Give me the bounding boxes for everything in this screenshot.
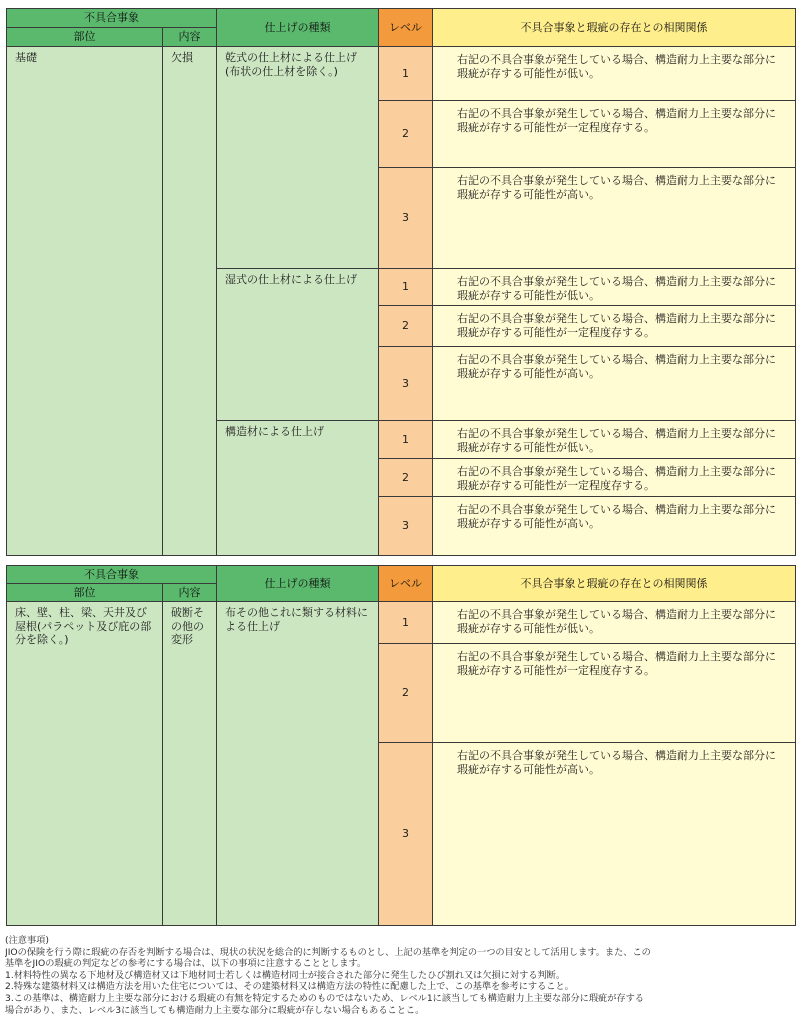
- level-cell: 2: [379, 459, 433, 497]
- notes-title: (注意事項): [5, 935, 49, 946]
- header-content: 内容: [163, 584, 217, 602]
- relation-cell: [433, 644, 796, 743]
- relation-cell: [433, 497, 796, 556]
- header-defect-group: 不具合事象: [7, 566, 217, 584]
- finish-type-cell: 布その他これに類する材料による仕上げ: [217, 602, 379, 926]
- relation-cell: [433, 743, 796, 926]
- relation-text: 右記の不具合事象が発生している場合、構造耐力上主要な部分に瑕疵が存する可能性が高い。: [457, 749, 776, 776]
- notes-item-2: 2.特殊な建築材料又は構造方法を用いた住宅については、その建築材料又は構造方法の特性に配慮した上で、この基準を参考にすること。: [5, 981, 574, 993]
- content-cell: 破断その他の変形: [163, 602, 217, 926]
- relation-cell: [433, 47, 796, 101]
- notes-section: [5, 935, 797, 1016]
- notes-item-3: 3.この基準は、構造耐力上主要な部分における瑕疵の有無を特定するためのものではないため、レベル1に該当しても構造耐力上主要な部分に瑕疵が存する: [5, 992, 644, 1004]
- part-cell: 床、壁、柱、梁、天井及び屋根(パラペット及び庇の部分を除く。): [7, 602, 163, 926]
- relation-cell: [433, 347, 796, 421]
- level-cell: 3: [379, 347, 433, 421]
- relation-cell: [433, 306, 796, 347]
- relation-cell: [433, 602, 796, 644]
- level-cell: 1: [379, 47, 433, 101]
- header-finish-type: 仕上げの種類: [217, 9, 379, 47]
- notes-intro-line: 基準をJIOの瑕疵の判定などの参考にする場合は、以下の事項に注意することとします。: [5, 958, 367, 970]
- relation-text: 右記の不具合事象が発生している場合、構造耐力上主要な部分に瑕疵が存する可能性が一定程度存する。: [457, 465, 776, 492]
- header-defect-group: 不具合事象: [7, 9, 217, 28]
- header-finish-type: 仕上げの種類: [217, 566, 379, 602]
- part-cell: 基礎: [7, 47, 163, 556]
- header-relation: 不具合事象と瑕疵の存在との相関関係: [433, 566, 796, 602]
- level-cell: 3: [379, 497, 433, 556]
- level-cell: 3: [379, 168, 433, 269]
- level-cell: 1: [379, 269, 433, 306]
- header-relation: 不具合事象と瑕疵の存在との相関関係: [433, 9, 796, 47]
- relation-text: 右記の不具合事象が発生している場合、構造耐力上主要な部分に瑕疵が存する可能性が低い。: [457, 53, 776, 80]
- level-cell: 2: [379, 101, 433, 168]
- relation-text: 右記の不具合事象が発生している場合、構造耐力上主要な部分に瑕疵が存する可能性が高い。: [457, 503, 776, 530]
- content-cell: 欠損: [163, 47, 217, 556]
- relation-text: 右記の不具合事象が発生している場合、構造耐力上主要な部分に瑕疵が存する可能性が高い。: [457, 174, 776, 201]
- notes-item-3-cont: 場合があり、また、レベル3に該当しても構造耐力上主要な部分に瑕疵が存しない場合もあることこ。: [5, 1004, 425, 1016]
- relation-text: 右記の不具合事象が発生している場合、構造耐力上主要な部分に瑕疵が存する可能性が一定程度存する。: [457, 312, 776, 339]
- relation-text: 右記の不具合事象が発生している場合、構造耐力上主要な部分に瑕疵が存する可能性が高い。: [457, 353, 776, 380]
- header-level: レベル: [379, 566, 433, 602]
- finish-type-cell: 湿式の仕上材による仕上げ: [217, 269, 379, 421]
- relation-cell: [433, 459, 796, 497]
- level-cell: 1: [379, 421, 433, 459]
- header-part: 部位: [7, 584, 163, 602]
- header-content: 内容: [163, 28, 217, 47]
- relation-cell: [433, 101, 796, 168]
- header-level: レベル: [379, 9, 433, 47]
- defect-table-structure: [6, 565, 796, 926]
- notes-intro-line: JIOの保険を行う際に瑕疵の存否を判断する場合は、現状の状況を総合的に判断するものとし、上記の基準を判定の一つの目安として活用します。また、この: [5, 946, 651, 958]
- relation-text: 右記の不具合事象が発生している場合、構造耐力上主要な部分に瑕疵が存する可能性が低い。: [457, 608, 776, 635]
- header-part: 部位: [7, 28, 163, 47]
- finish-type-cell: 構造材による仕上げ: [217, 421, 379, 556]
- relation-cell: [433, 269, 796, 306]
- level-cell: 3: [379, 743, 433, 926]
- defect-table-foundation: [6, 8, 796, 556]
- level-cell: 1: [379, 602, 433, 644]
- relation-text: 右記の不具合事象が発生している場合、構造耐力上主要な部分に瑕疵が存する可能性が一定程度存する。: [457, 650, 776, 677]
- relation-cell: [433, 421, 796, 459]
- relation-cell: [433, 168, 796, 269]
- level-cell: 2: [379, 306, 433, 347]
- level-cell: 2: [379, 644, 433, 743]
- notes-item-1: 1.材料特性の異なる下地材及び構造材又は下地材同士若しくは構造材同士が接合された部分に発生したひび割れ又は欠損に対する判断。: [5, 969, 566, 981]
- relation-text: 右記の不具合事象が発生している場合、構造耐力上主要な部分に瑕疵が存する可能性が低い。: [457, 275, 776, 302]
- finish-type-cell: 乾式の仕上材による仕上げ(布状の仕上材を除く。): [217, 47, 379, 269]
- relation-text: 右記の不具合事象が発生している場合、構造耐力上主要な部分に瑕疵が存する可能性が低い。: [457, 427, 776, 454]
- relation-text: 右記の不具合事象が発生している場合、構造耐力上主要な部分に瑕疵が存する可能性が一定程度存する。: [457, 107, 776, 134]
